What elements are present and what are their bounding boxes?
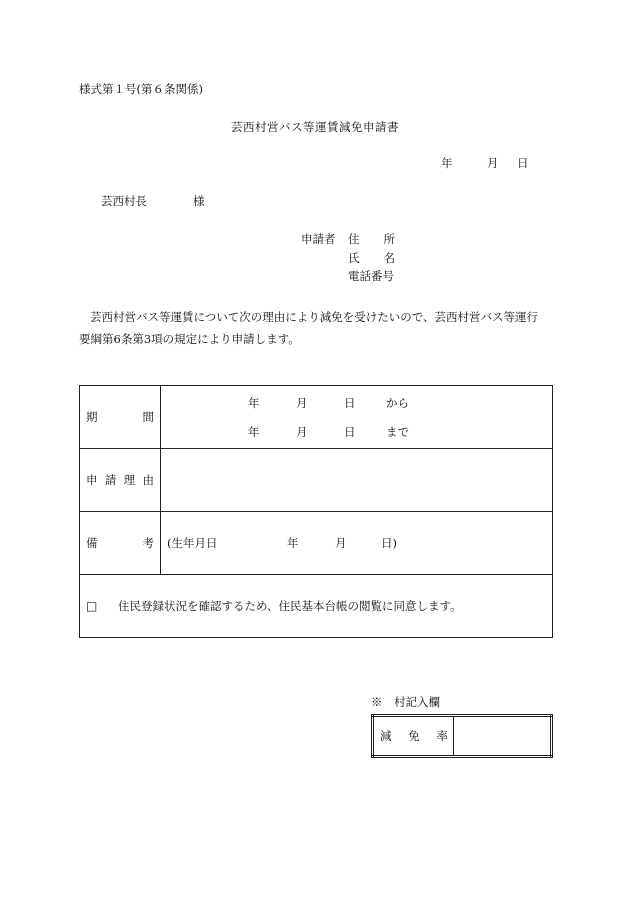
consent-cell — [80, 575, 553, 638]
period-value-cell[interactable] — [161, 386, 553, 449]
applicant-label: 申請者 — [301, 232, 336, 246]
rate-label-char-2: 免 — [408, 729, 420, 743]
application-date — [441, 155, 529, 171]
addressee — [101, 193, 205, 209]
office-use-note: ※ 村記入欄 — [371, 695, 440, 709]
reason-row — [80, 449, 553, 512]
statement-line-2: 要綱第6条第3項の規定により申請します。 — [79, 332, 300, 346]
reason-label-char-1: 申 — [86, 473, 98, 487]
consent-checkbox[interactable]: □ — [86, 599, 98, 613]
birth-year: 年 — [287, 536, 299, 550]
period-to — [161, 417, 552, 446]
date-year: 年 — [441, 156, 453, 170]
from-suffix: から — [386, 395, 409, 410]
reduction-rate-value-cell[interactable] — [454, 716, 552, 757]
birth-month: 月 — [335, 536, 347, 550]
remarks-label-char-2: 考 — [142, 536, 154, 550]
form-number: 様式第１号(第６条関係) — [79, 82, 203, 96]
addressee-honorific: 様 — [193, 194, 205, 208]
reduction-rate-label-cell — [373, 716, 454, 757]
remarks-label-char-1: 備 — [86, 536, 98, 550]
name-char-1: 氏 — [348, 251, 360, 265]
reason-label-char-4: 由 — [142, 473, 154, 487]
period-row — [80, 386, 553, 449]
reason-label-char-2: 請 — [104, 473, 117, 487]
to-month: 月 — [296, 424, 308, 439]
birthdate-label: (生年月日 — [167, 536, 218, 550]
birth-day: 日) — [381, 536, 397, 550]
name-char-2: 名 — [383, 251, 395, 265]
reason-label-char-3: 理 — [123, 473, 136, 487]
reason-value-cell[interactable] — [161, 449, 553, 512]
document-title: 芸西村営バス等運賃減免申請書 — [231, 120, 399, 134]
period-label-cell — [80, 386, 161, 449]
consent-row — [80, 575, 553, 638]
date-month: 月 — [487, 156, 499, 170]
rate-label-char-3: 率 — [436, 729, 448, 743]
applicant-name-label — [348, 250, 395, 266]
from-day: 日 — [344, 395, 356, 410]
application-statement — [79, 306, 555, 350]
to-day: 日 — [344, 424, 356, 439]
period-from — [161, 388, 552, 417]
reason-label-cell — [80, 449, 161, 512]
remarks-row — [80, 512, 553, 575]
from-month: 月 — [296, 395, 308, 410]
office-use-table — [371, 714, 553, 758]
address-char-1: 住 — [348, 232, 360, 246]
addressee-name: 芸西村長 — [101, 194, 147, 208]
address-char-2: 所 — [383, 232, 395, 246]
remarks-label-cell — [80, 512, 161, 575]
date-day: 日 — [517, 156, 529, 170]
to-year: 年 — [248, 424, 260, 439]
period-label-char-2: 間 — [142, 410, 154, 424]
from-year: 年 — [248, 395, 260, 410]
statement-line-1: 芸西村営バス等運賃について次の理由により減免を受けたいので、芸西村営バス等運行 — [90, 310, 539, 324]
application-table — [79, 385, 553, 638]
to-suffix: まで — [386, 424, 409, 439]
remarks-value-cell[interactable] — [161, 512, 553, 575]
applicant-address-label — [348, 231, 395, 247]
period-label-char-1: 期 — [86, 410, 98, 424]
applicant-phone-label: 電話番号 — [348, 269, 394, 283]
rate-label-char-1: 減 — [380, 729, 392, 743]
consent-text: 住民登録状況を確認するため、住民基本台帳の閲覧に同意します。 — [118, 599, 462, 613]
